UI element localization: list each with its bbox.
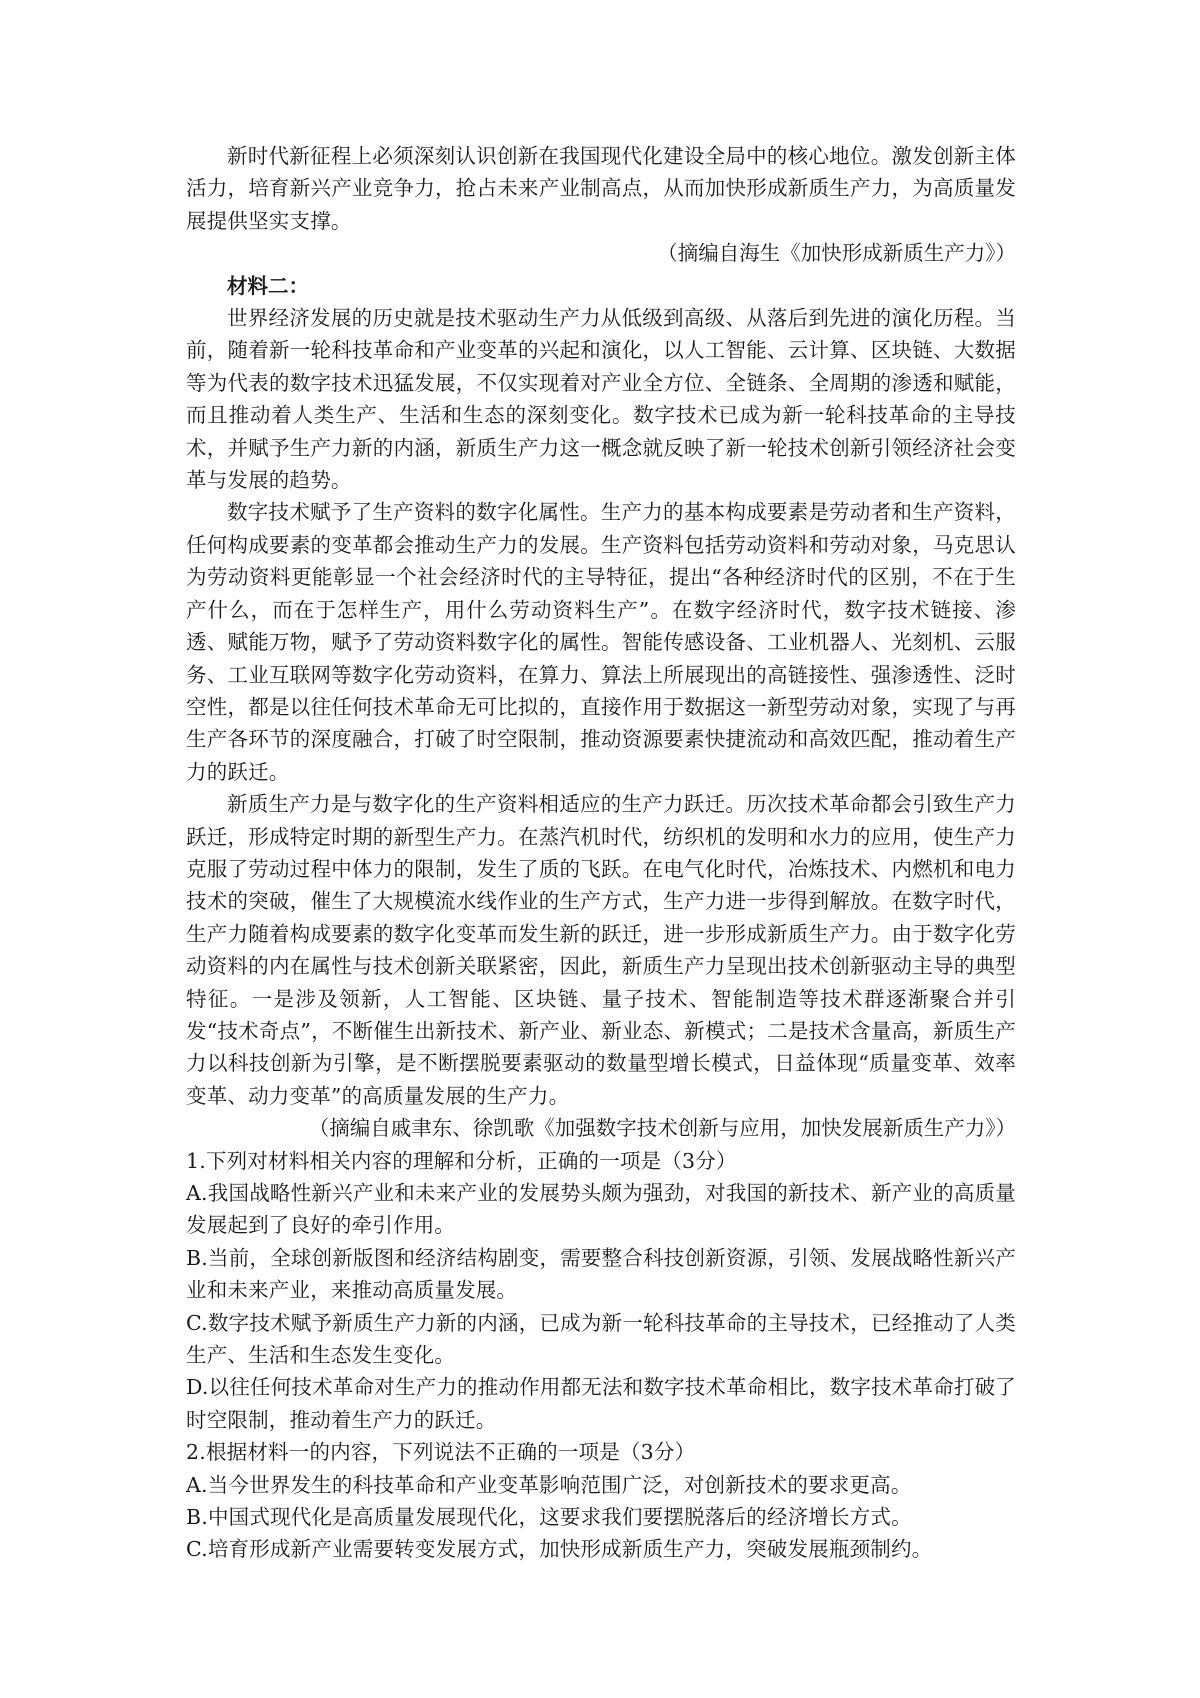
question-1-stem: 1.下列对材料相关内容的理解和分析，正确的一项是（3分） [186,1148,737,1173]
question-2-option-c: C.培育形成新产业需要转变发展方式，加快形成新质生产力，突破发展瓶颈制约。 [186,1537,933,1562]
question-1-option-a: A.我国战略性新兴产业和未来产业的发展势头颇为强劲，对我国的新技术、新产业的高质量发展起到了良好的牵引作用。 [186,1181,1016,1238]
material2-heading: 材料二： [227,273,309,298]
material2-paragraph-2: 数字技术赋予了生产资料的数字化属性。生产力的基本构成要素是劳动者和生产资料，任何构成要素的变革都会推动生产力的发展。生产资料包括劳动资料和劳动对象，马克思认为劳动资料更能彰显一个社会经济时代的主导特征，提出“各种经济时代的区别，不在于生产什么，而在于怎样生产，用什么劳动资料生产”。在数字经济时代，数字技术链接、渗透、赋能万物，赋予了劳动资料数字化的属性。智能传感设备、工业机器人、光刻机、云服务、工业互联网等数字化劳动资料，在算力、算法上所展现出的高链接性、强渗透性、泛时空性，都是以往任何技术革命无可比拟的，直接作用于数据这一新型劳动对象，实现了与再生产各环节的深度融合，打破了时空限制，推动资源要素快捷流动和高效匹配，推动着生产力的跃迁。 [186,500,1016,784]
question-1-option-d: D.以往任何技术革命对生产力的推动作用都无法和数字技术革命相比，数字技术革命打破了时空限制，推动着生产力的跃迁。 [186,1375,1016,1432]
question-2-option-b: B.中国式现代化是高质量发展现代化，这要求我们要摆脱落后的经济增长方式。 [186,1505,912,1530]
material1-closing-paragraph: 新时代新征程上必须深刻认识创新在我国现代化建设全局中的核心地位。激发创新主体活力，培育新兴产业竞争力，抢占未来产业制高点，从而加快形成新质生产力，为高质量发展提供坚实支撑。 [186,144,1016,233]
question-1-option-c: C.数字技术赋予新质生产力新的内涵，已成为新一轮科技革命的主导技术，已经推动了人类生产、生活和生态发生变化。 [186,1310,1016,1368]
material2-source: （摘编自戚聿东、徐凯歌《加强数字技术创新与应用，加快发展新质生产力》） [308,1116,1016,1141]
question-2-stem: 2.根据材料一的内容，下列说法不正确的一项是（3分） [186,1440,696,1465]
question-1-option-b: B.当前，全球创新版图和经济结构剧变，需要整合科技创新资源，引领、发展战略性新兴产业和未来产业，来推动高质量发展。 [186,1245,1016,1303]
material1-source: （摘编自海生《加快形成新质生产力》） [657,241,1016,266]
exam-page [186,140,1016,1566]
material2-paragraph-3: 新质生产力是与数字化的生产资料相适应的生产力跃迁。历次技术革命都会引致生产力跃迁，形成特定时期的新型生产力。在蒸汽机时代，纺织机的发明和水力的应用，使生产力克服了劳动过程中体力的限制，发生了质的飞跃。在电气化时代，冶炼技术、内燃机和电力技术的突破，催生了大规模流水线作业的生产方式，生产力进一步得到解放。在数字时代，生产力随着构成要素的数字化变革而发生新的跃迁，进一步形成新质生产力。由于数字化劳动资料的内在属性与技术创新关联紧密，因此，新质生产力呈现出技术创新驱动主导的典型特征。一是涉及领新，人工智能、区块链、量子技术、智能制造等技术群逐渐聚合并引发“技术奇点”，不断催生出新技术、新产业、新业态、新模式；二是技术含量高，新质生产力以科技创新为引擎，是不断摆脱要素驱动的数量型增长模式，日益体现“质量变革、效率变革、动力变革”的高质量发展的生产力。 [186,792,1016,1108]
material2-paragraph-1: 世界经济发展的历史就是技术驱动生产力从低级到高级、从落后到先进的演化历程。当前，随着新一轮科技革命和产业变革的兴起和演化，以人工智能、云计算、区块链、大数据等为代表的数字技术迅猛发展，不仅实现着对产业全方位、全链条、全周期的渗透和赋能，而且推动着人类生产、生活和生态的深刻变化。数字技术已成为新一轮科技革命的主导技术，并赋予生产力新的内涵，新质生产力这一概念就反映了新一轮技术创新引领经济社会变革与发展的趋势。 [186,306,1016,493]
question-2-option-a: A.当今世界发生的科技革命和产业变革影响范围广泛，对创新技术的要求更高。 [186,1472,912,1497]
